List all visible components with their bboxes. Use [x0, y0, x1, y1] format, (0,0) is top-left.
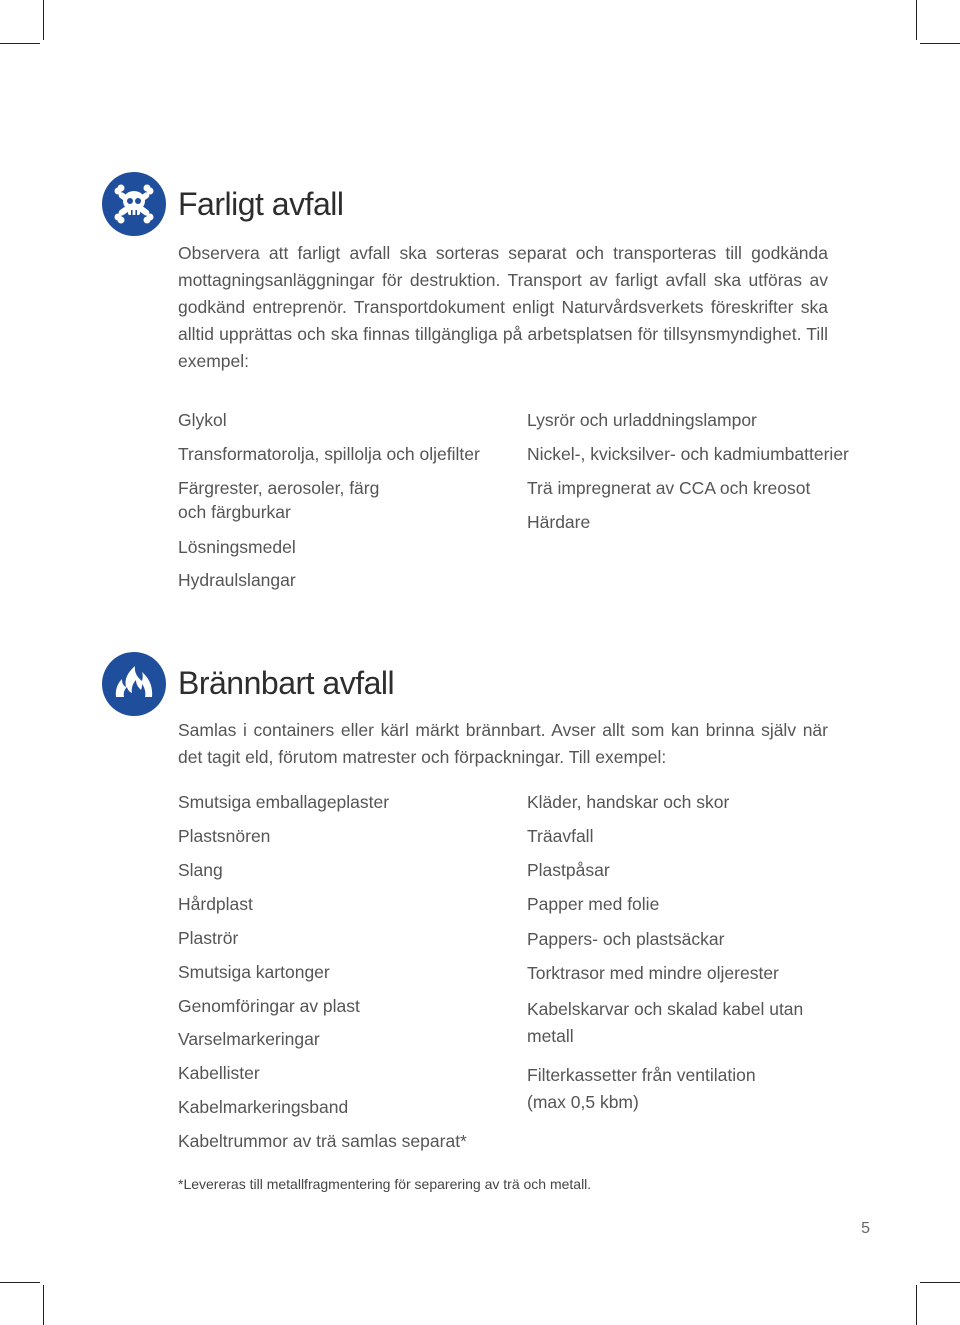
page-number: 5: [861, 1220, 870, 1237]
skull-crossbones-icon: [102, 172, 166, 236]
list-item: (max 0,5 kbm): [527, 1092, 639, 1112]
list-item: Nickel-, kvicksilver- och kadmiumbatterier: [527, 444, 849, 464]
list-item: Trä impregnerat av CCA och kreosot: [527, 478, 811, 498]
crop-mark: [0, 1282, 40, 1283]
section-body-combustible: Samlas i containers eller kärl märkt brännbart. Avser allt som kan brinna själv när det tagit eld, förutom matrester och förpackningar. Till exempel:: [178, 720, 828, 767]
list-item: Plastsnören: [178, 826, 271, 846]
crop-mark: [920, 1282, 960, 1283]
list-item: Hårdplast: [178, 894, 253, 914]
list-item: Kabeltrummor av trä samlas separat*: [178, 1131, 467, 1151]
list-item: Plaströr: [178, 928, 239, 948]
footnote: *Levereras till metallfragmentering för separering av trä och metall.: [178, 1176, 592, 1192]
list-item: Lösningsmedel: [178, 537, 296, 557]
list-item: Smutsiga kartonger: [178, 962, 330, 982]
crop-mark: [920, 43, 960, 44]
list-item: Lysrör och urladdningslampor: [527, 410, 757, 430]
list-item: Kläder, handskar och skor: [527, 792, 730, 812]
list-item: Kabelmarkeringsband: [178, 1097, 349, 1117]
list-item: Smutsiga emballageplaster: [178, 792, 390, 812]
list-item: Träavfall: [527, 826, 594, 846]
list-item: Transformatorolja, spillolja och oljefilter: [178, 444, 480, 464]
list-item: Filterkassetter från ventilation: [527, 1065, 756, 1085]
list-item: Kabelskarvar och skalad kabel utan: [527, 999, 804, 1019]
list-item: Härdare: [527, 512, 591, 532]
list-item: och färgburkar: [178, 502, 291, 522]
flame-icon: [102, 652, 166, 716]
list-item: Genomföringar av plast: [178, 996, 360, 1016]
list-item: Hydraulslangar: [178, 570, 296, 590]
list-item: Torktrasor med mindre oljerester: [527, 963, 779, 983]
list-item: Varselmarkeringar: [178, 1029, 320, 1049]
list-item: Papper med folie: [527, 894, 660, 914]
list-item: Kabellister: [178, 1063, 260, 1083]
crop-mark: [0, 43, 40, 44]
list-item: metall: [527, 1026, 574, 1046]
list-item: Färgrester, aerosoler, färg: [178, 478, 380, 498]
list-item: Slang: [178, 860, 223, 880]
section-title-hazardous: Farligt avfall: [178, 186, 344, 222]
list-item: Pappers- och plastsäckar: [527, 929, 725, 949]
crop-mark: [43, 0, 44, 40]
list-item: Plastpåsar: [527, 860, 610, 880]
crop-mark: [916, 0, 917, 40]
crop-mark: [43, 1285, 44, 1325]
crop-mark: [916, 1285, 917, 1325]
section-body-hazardous: Observera att farligt avfall ska sorteras separat och transporteras till godkända mottagningsanläggningar för destruktion. Transport av farligt avfall ska utföras av godkänd entreprenör. Transportdokument enligt Naturvårdsverkets föreskrifter ska alltid upprättas och ska finnas tillgängliga på arbetsplatsen för tillsynsmyndighet. Till exempel:: [178, 243, 828, 371]
section-title-combustible: Brännbart avfall: [178, 665, 395, 701]
list-item: Glykol: [178, 410, 227, 430]
